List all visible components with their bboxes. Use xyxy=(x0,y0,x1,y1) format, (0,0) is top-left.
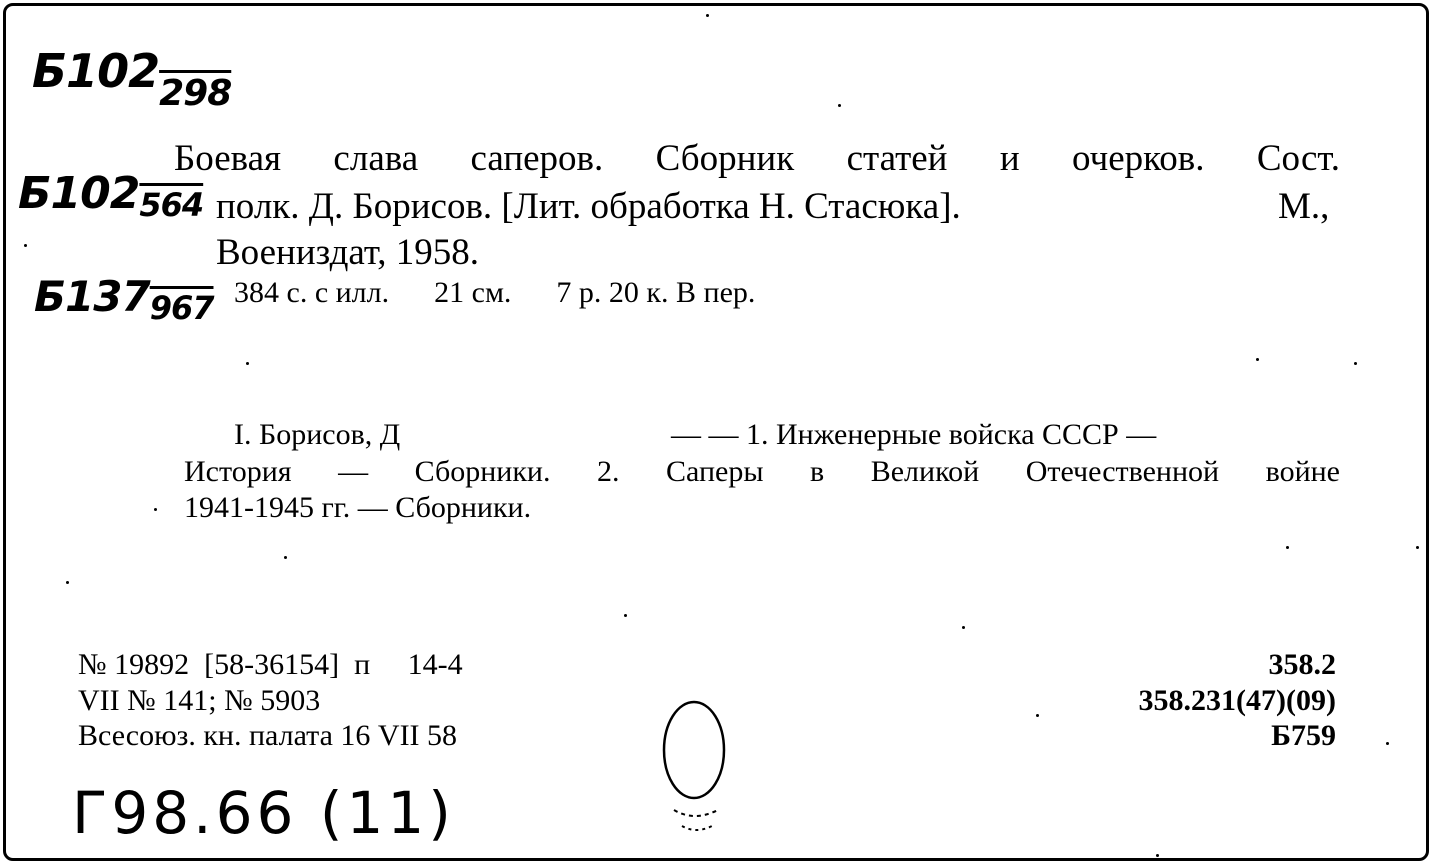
shelf-mark-1: $Б102_{298}$ xyxy=(32,44,232,114)
registry-line-2: VII № 141; № 5903 xyxy=(78,684,321,717)
shelf-mark-2-sub: 564 xyxy=(139,186,204,224)
classification-line-3: Б759 xyxy=(1271,719,1336,752)
punch-hole xyxy=(652,698,742,848)
registry-line-3: Всесоюз. кн. палата 16 VII 58 xyxy=(78,719,458,752)
speck xyxy=(624,614,627,617)
speck xyxy=(154,508,157,511)
tracing-line-1-right: — — 1. Инженерные войска СССР — xyxy=(671,418,1157,451)
speck xyxy=(1256,358,1259,361)
tracing-line-1-left: I. Борисов, Д xyxy=(234,418,401,451)
entry-line-2-left: полк. Д. Борисов. [Лит. обработка Н. Стасюка]. xyxy=(216,186,961,227)
tracing-line-3: 1941-1945 гг. — Сборники. xyxy=(184,491,532,524)
speck xyxy=(1156,854,1159,857)
shelf-mark-3-sub: 967 xyxy=(149,289,214,327)
registry-line-1: № 19892 [58-36154] п 14-4 xyxy=(78,648,463,681)
speck xyxy=(66,581,69,584)
classification-line-1: 358.2 xyxy=(1268,648,1336,681)
entry-line-1: Боевая слава саперов. Сборник статей и очерков. Сост. xyxy=(174,138,1340,179)
speck xyxy=(24,244,27,247)
tracing-line-2: История — Сборники. 2. Саперы в Великой Отечественной войне xyxy=(184,455,1340,488)
entry-line-2-right: М., xyxy=(1278,186,1330,227)
entry-physical-description: 384 с. с илл. 21 см. 7 р. 20 к. В пер. xyxy=(234,276,756,309)
shelf-mark-2: Б102564 xyxy=(18,168,204,224)
speck xyxy=(838,104,841,107)
speck xyxy=(1386,742,1389,745)
shelf-mark-3: Б137967 xyxy=(34,272,214,327)
entry-line-3: Воениздат, 1958. xyxy=(216,232,480,273)
speck xyxy=(962,626,965,629)
speck xyxy=(1036,714,1039,717)
speck xyxy=(246,362,249,365)
catalog-card xyxy=(3,3,1429,861)
classification-line-2: 358.231(47)(09) xyxy=(1138,684,1336,717)
speck xyxy=(1416,546,1419,549)
speck xyxy=(1354,362,1357,365)
handwritten-call-number: Г98.66 (11) xyxy=(72,779,455,847)
speck xyxy=(284,556,287,559)
speck xyxy=(1286,546,1289,549)
speck xyxy=(706,14,709,17)
shelf-mark-1-sub: 298 xyxy=(159,73,232,114)
